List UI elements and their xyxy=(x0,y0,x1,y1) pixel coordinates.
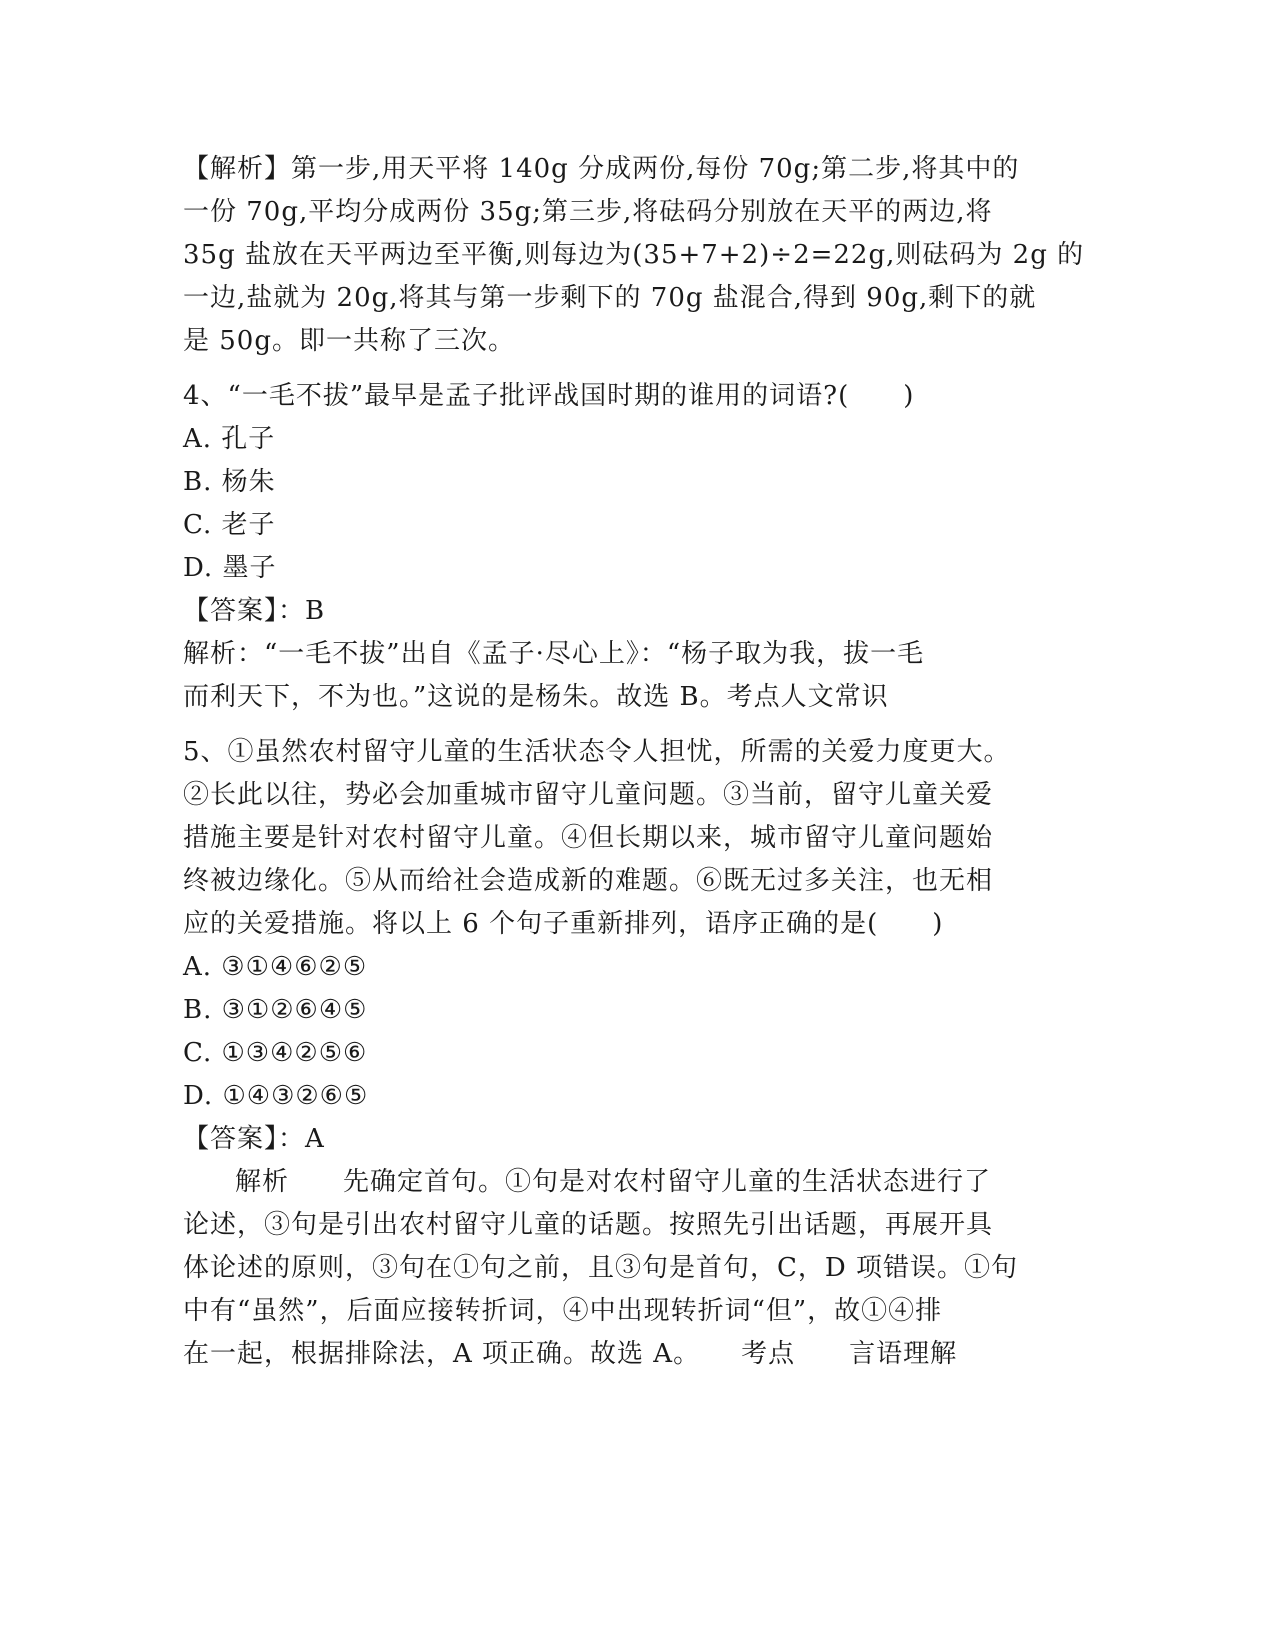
question-stem-line: ②长此以往，势必会加重城市留守儿童问题。③当前，留守儿童关爱 xyxy=(183,780,994,810)
option-a: A. ③①④⑥②⑤ xyxy=(183,952,368,982)
question-5 xyxy=(183,731,1083,1376)
question-stem: 4、“一毛不拔”最早是孟子批评战国时期的谁用的词语?( ) xyxy=(183,381,915,411)
option-d: D. 墨子 xyxy=(183,553,277,583)
analysis-line: 一份 70g,平均分成两份 35g;第三步,将砝码分别放在天平的两边,将 xyxy=(183,197,993,227)
question-stem-line: 措施主要是针对农村留守儿童。④但长期以来，城市留守儿童问题始 xyxy=(183,823,994,853)
question-3-analysis xyxy=(183,148,1083,363)
analysis-line: 【解析】第一步,用天平将 140g 分成两份,每份 70g;第二步,将其中的 xyxy=(183,154,1020,184)
question-4 xyxy=(183,375,1083,719)
option-b: B. ③①②⑥④⑤ xyxy=(183,995,368,1025)
analysis-line: 体论述的原则，③句在①句之前，且③句是首句，C，D 项错误。①句 xyxy=(183,1253,1019,1283)
analysis-line: 论述，③句是引出农村留守儿童的话题。按照先引出话题，再展开具 xyxy=(183,1210,994,1240)
analysis-line: 解析 先确定首句。①句是对农村留守儿童的生活状态进行了 xyxy=(235,1167,992,1197)
analysis-line: 解析：“一毛不拔”出自《孟子·尽心上》：“杨子取为我，拔一毛 xyxy=(183,639,925,669)
analysis-line: 在一起，根据排除法，A 项正确。故选 A。 考点 言语理解 xyxy=(183,1339,958,1369)
analysis-line: 35g 盐放在天平两边至平衡,则每边为(35+7+2)÷2=22g,则砝码为 2g 的 xyxy=(183,240,1085,270)
question-stem-line: 应的关爱措施。将以上 6 个句子重新排列，语序正确的是( ) xyxy=(183,909,944,939)
option-c: C. 老子 xyxy=(183,510,276,540)
analysis-line: 而利天下，不为也。”这说的是杨朱。故选 B。考点人文常识 xyxy=(183,682,889,712)
answer-line: 【答案】：A xyxy=(183,1124,325,1154)
option-a: A. 孔子 xyxy=(183,424,276,454)
question-stem-line: 5、①虽然农村留守儿童的生活状态令人担忧，所需的关爱力度更大。 xyxy=(183,737,1011,767)
option-d: D. ①④③②⑥⑤ xyxy=(183,1081,369,1111)
answer-line: 【答案】：B xyxy=(183,596,326,626)
analysis-line: 是 50g。即一共称了三次。 xyxy=(183,326,515,356)
analysis-line: 一边,盐就为 20g,将其与第一步剩下的 70g 盐混合,得到 90g,剩下的就 xyxy=(183,283,1037,313)
analysis-line: 中有“虽然”，后面应接转折词，④中出现转折词“但”，故①④排 xyxy=(183,1296,943,1326)
question-stem-line: 终被边缘化。⑤从而给社会造成新的难题。⑥既无过多关注，也无相 xyxy=(183,866,994,896)
document-page xyxy=(183,148,1083,1376)
option-b: B. 杨朱 xyxy=(183,467,276,497)
option-c: C. ①③④②⑤⑥ xyxy=(183,1038,368,1068)
